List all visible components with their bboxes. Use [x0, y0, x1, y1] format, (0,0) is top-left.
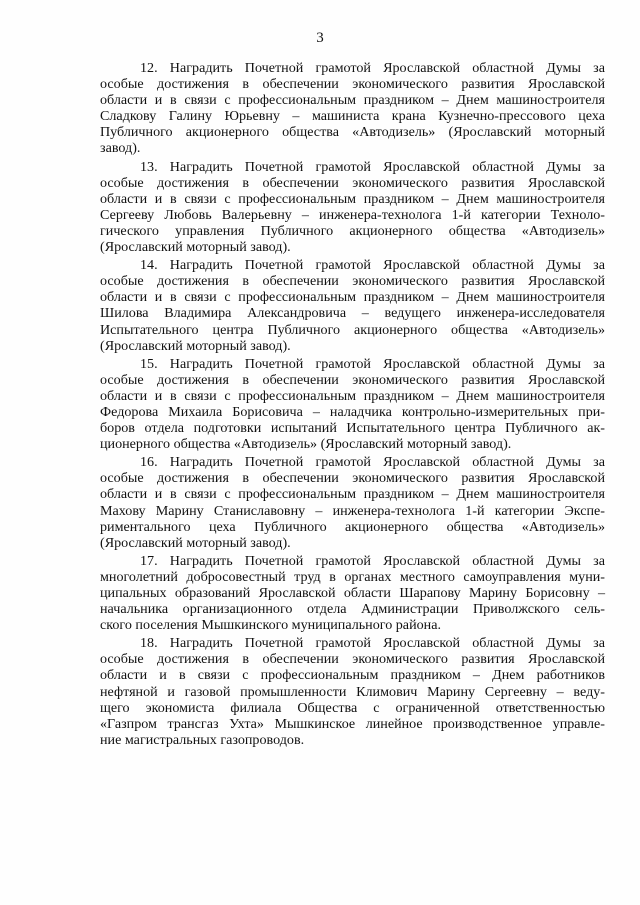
award-paragraph — [100, 356, 605, 453]
page-number: 3 — [316, 30, 324, 46]
paragraph-line: ского поселения Мышкинского муниципального района. — [100, 617, 441, 634]
paragraph-line: особые достижения в обеспечении экономического развития Ярославской — [100, 371, 605, 388]
award-paragraph — [100, 159, 605, 256]
award-paragraph — [100, 553, 605, 633]
paragraph-line: нефтяной и газовой промышленности Климович Марину Сергеевну – веду- — [100, 683, 605, 700]
paragraph-line: риментального цеха Публичного акционерного общества «Автодизель» — [100, 518, 605, 535]
paragraph-line: ципальных образований Ярославской области Шарапову Марину Борисовну – — [100, 585, 605, 601]
award-paragraph — [100, 60, 605, 157]
paragraph-line: области и в связи с профессиональным праздником – Днем машиностроителя — [100, 190, 605, 207]
paragraph-line: боров отдела подготовки испытаний Испытательного центра Публичного ак- — [100, 420, 605, 437]
paragraph-line: области и в связи с профессиональным праздником – Днем машиностроителя — [100, 387, 605, 404]
paragraph-line: области и в связи с профессиональным праздником – Днем работников — [100, 667, 605, 684]
paragraph-line: 15. Наградить Почетной грамотой Ярославской областной Думы за — [140, 355, 605, 372]
paragraph-line: особые достижения в обеспечении экономического развития Ярославской — [100, 76, 605, 93]
award-paragraph — [100, 635, 605, 748]
paragraph-line: 17. Наградить Почетной грамотой Ярославской областной Думы за — [140, 552, 605, 569]
paragraph-line: особые достижения в обеспечении экономического развития Ярославской — [100, 651, 605, 668]
paragraph-line: начальника организационного отдела Администрации Приволжского сель- — [100, 601, 605, 618]
paragraph-line: многолетний добросовестный труд в органах местного самоуправления муни- — [100, 568, 605, 585]
paragraph-line: Публичного акционерного общества «Автодизель» (Ярославский моторный — [100, 124, 605, 141]
paragraph-line: Шилова Владимира Александровича – ведущего инженера-исследователя — [100, 305, 605, 322]
paragraph-line: щего экономиста филиала Общества с ограниченной ответственностью — [100, 699, 605, 716]
paragraph-line: 16. Наградить Почетной грамотой Ярославской областной Думы за — [140, 454, 605, 471]
paragraph-line: гического управления Публичного акционерного общества «Автодизель» — [100, 222, 605, 239]
paragraph-line: области и в связи с профессиональным праздником – Днем машиностроителя — [100, 486, 605, 503]
paragraph-line: Сладкову Галину Юрьевну – машиниста крана Кузнечно-прессового цеха — [100, 108, 605, 125]
paragraph-line: особые достижения в обеспечении экономического развития Ярославской — [100, 470, 605, 487]
paragraph-line: Сергееву Любовь Валерьевну – инженера-технолога 1-й категории Техноло- — [100, 206, 605, 223]
paragraph-line: Испытательного центра Публичного акционерного общества «Автодизель» — [100, 321, 605, 338]
paragraph-line: 14. Наградить Почетной грамотой Ярославской областной Думы за — [140, 257, 605, 274]
paragraph-line: области и в связи с профессиональным праздником – Днем машиностроителя — [100, 92, 605, 109]
paragraph-line: Махову Марину Станиславовну – инженера-технолога 1-й категории Экспе- — [100, 502, 605, 519]
paragraph-line: завод). — [100, 140, 141, 157]
paragraph-line: 12. Наградить Почетной грамотой Ярославской областной Думы за — [140, 60, 605, 76]
paragraph-line: «Газпром трансгаз Ухта» Мышкинское линейное производственное управле- — [100, 715, 605, 732]
paragraph-line: области и в связи с профессиональным праздником – Днем машиностроителя — [100, 289, 605, 306]
award-paragraph — [100, 257, 605, 354]
paragraph-line: 18. Наградить Почетной грамотой Ярославской областной Думы за — [140, 635, 605, 652]
paragraph-line: ние магистральных газопроводов. — [100, 731, 305, 748]
paragraph-line: ционерного общества «Автодизель» (Ярославский моторный завод). — [100, 436, 512, 453]
paragraph-line: (Ярославский моторный завод). — [100, 239, 291, 256]
paragraph-line: 13. Наградить Почетной грамотой Ярославской областной Думы за — [140, 158, 605, 175]
paragraph-line: особые достижения в обеспечении экономического развития Ярославской — [100, 273, 605, 290]
paragraph-line: (Ярославский моторный завод). — [100, 337, 291, 354]
award-paragraph — [100, 454, 605, 551]
paragraph-line: особые достижения в обеспечении экономического развития Ярославской — [100, 174, 605, 191]
paragraph-line: Федорова Михаила Борисовича – наладчика контрольно-измерительных при- — [100, 403, 605, 420]
paragraph-line: (Ярославский моторный завод). — [100, 534, 291, 551]
document-body — [100, 60, 605, 750]
